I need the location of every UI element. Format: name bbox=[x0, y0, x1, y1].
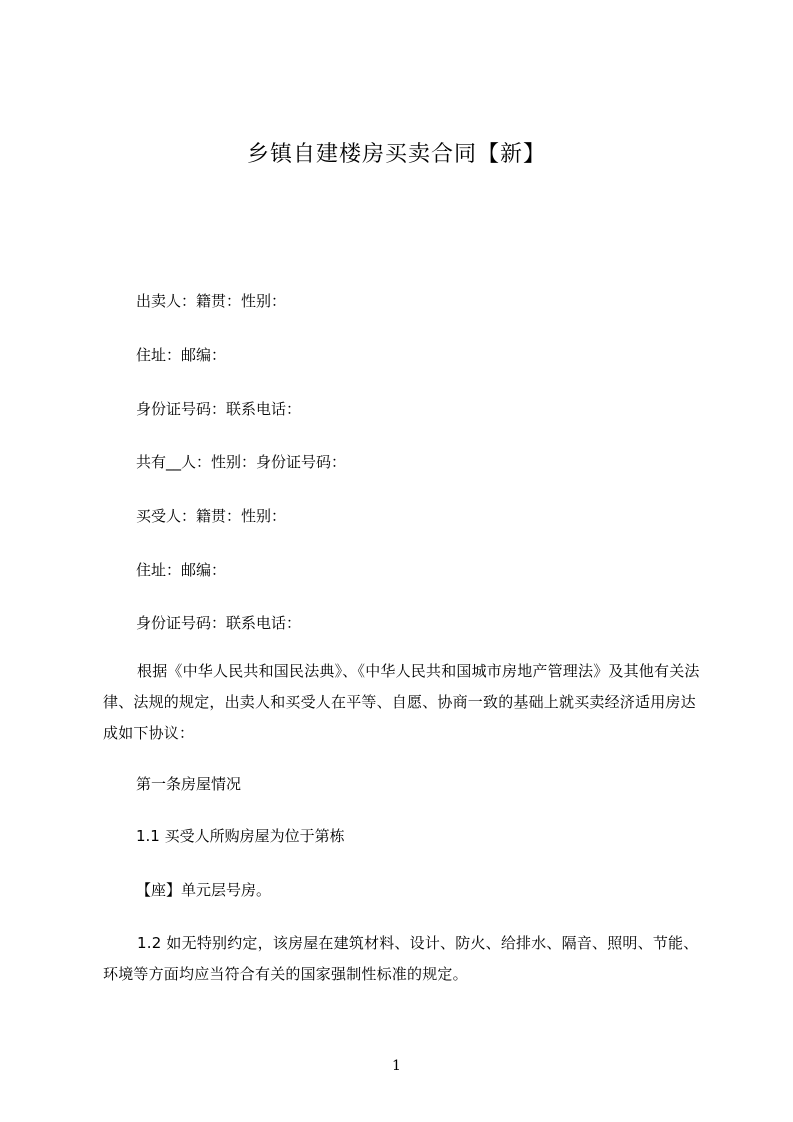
page-number: 1 bbox=[392, 1058, 401, 1074]
seller-address-line: 住址：邮编： bbox=[136, 346, 227, 364]
buyer-info-line: 买受人：籍贯：性别： bbox=[136, 507, 287, 525]
co-owner-line: 共有__人：性别：身份证号码： bbox=[136, 453, 347, 471]
preamble-paragraph: 根据《中华人民共和国民法典》、《中华人民共和国城市房地产管理法》及其他有关法律、法规的规定，出卖人和买受人在平等、自愿、协商一致的基础上就买卖经济适用房达成如下协议： bbox=[103, 662, 700, 742]
article-1-heading: 第一条房屋情况 bbox=[136, 775, 242, 793]
clause-1-2-paragraph: 1.2 如无特别约定，该房屋在建筑材料、设计、防火、给排水、隔音、照明、节能、环境等方面均应当符合有关的国家强制性标准的规定。 bbox=[103, 934, 699, 983]
buyer-address-line: 住址：邮编： bbox=[136, 561, 227, 579]
buyer-id-phone-line: 身份证号码：联系电话： bbox=[136, 614, 302, 632]
clause-1-1-line-2: 【座】单元层号房。 bbox=[136, 881, 272, 899]
seller-id-phone-line: 身份证号码：联系电话： bbox=[136, 400, 302, 418]
clause-1-1-line-1: 1.1 买受人所购房屋为位于第栋 bbox=[136, 827, 345, 845]
document-title: 乡镇自建楼房买卖合同【新】 bbox=[246, 142, 546, 167]
seller-info-line: 出卖人：籍贯：性别： bbox=[136, 292, 287, 310]
